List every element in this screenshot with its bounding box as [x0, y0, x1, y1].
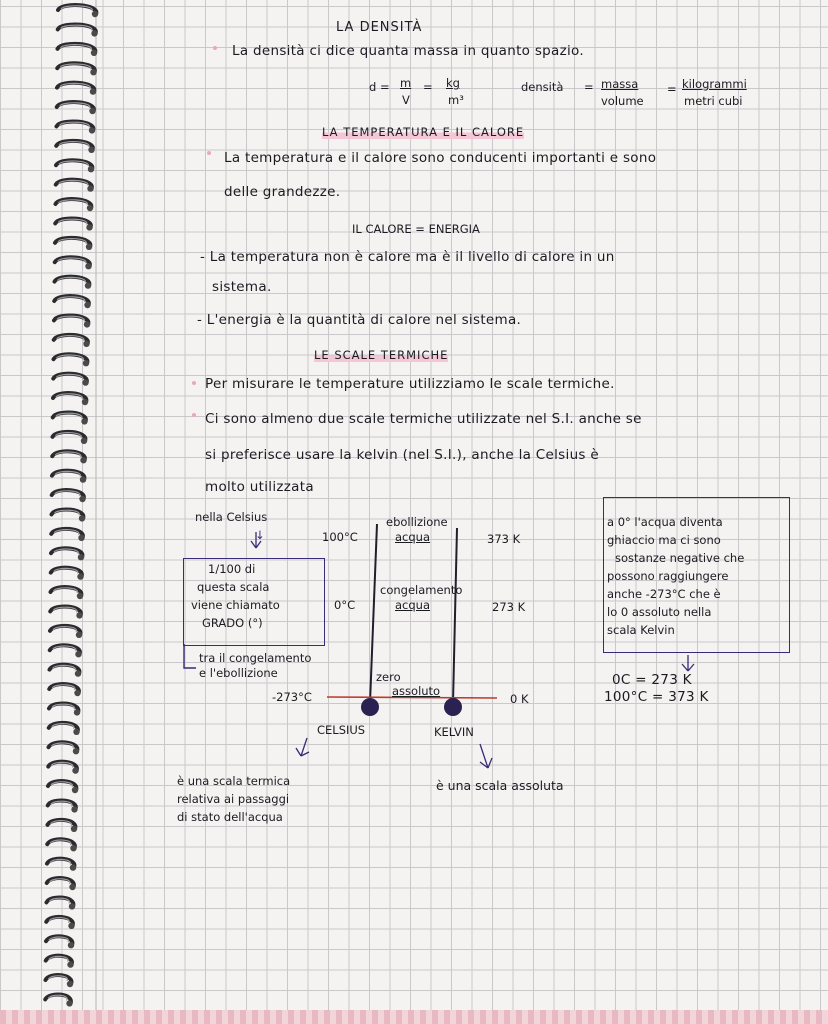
note-line7: scala Kelvin — [607, 623, 675, 637]
scales-line3: si preferisce usare la kelvin (nel S.I.), anche la Celsius è — [205, 447, 599, 463]
celsius-desc-line2: relativa ai passaggi — [177, 792, 290, 806]
curved-arrow-icon — [184, 644, 196, 668]
density-word: densità — [521, 80, 564, 94]
temperature-line1: La temperatura e il calore sono conducenti importanti e sono — [224, 150, 657, 166]
kelvin-0: 0 K — [510, 692, 529, 706]
grado-box-line2: questa scala — [197, 580, 270, 594]
calore-energia: IL CALORE = ENERGIA — [352, 222, 480, 236]
formula-eq: = — [423, 80, 433, 94]
volume-word: volume — [601, 94, 644, 108]
ebollizione-acqua: acqua — [395, 530, 431, 544]
temperature-dash2: - L'energia è la quantità di calore nel sistema. — [197, 312, 522, 328]
note-arrow-icon — [682, 655, 694, 671]
massa-word: massa — [601, 77, 639, 91]
grado-box-line4: GRADO (°) — [202, 616, 263, 630]
arrow-down-icon: ↓ — [255, 528, 265, 542]
celsius-label: CELSIUS — [317, 723, 366, 737]
note-line6: lo 0 assoluto nella — [607, 605, 712, 619]
kelvin-bulb — [444, 698, 462, 716]
assoluto-label: assoluto — [392, 684, 441, 698]
grado-box-line3: viene chiamato — [191, 598, 280, 612]
density-eq1: = — [584, 80, 594, 94]
formula-lhs: d = — [369, 80, 390, 94]
grado-box-line1: 1/100 di — [208, 562, 256, 576]
equivalence-1: 0C = 273 K — [612, 672, 692, 688]
density-eq2: = — [667, 82, 677, 96]
formula-v: V — [402, 93, 410, 107]
scales-line2: Ci sono almeno due scale termiche utilizzate nel S.I. anche se — [205, 411, 642, 427]
celsius-minus-273: -273°C — [272, 690, 312, 704]
celsius-100: 100°C — [322, 530, 358, 544]
kelvin-desc: è una scala assoluta — [436, 778, 564, 793]
density-title: LA DENSITÀ — [336, 20, 423, 35]
temperature-dash1-b: sistema. — [212, 279, 272, 295]
scales-line1: Per misurare le temperature utilizziamo le scale termiche. — [205, 376, 615, 392]
ebollizione-label: ebollizione — [386, 515, 448, 529]
equivalence-2: 100°C = 373 K — [604, 689, 709, 705]
note-line5: anche -273°C che è — [607, 587, 721, 601]
tra-line1: tra il congelamento — [199, 651, 312, 665]
kelvin-273: 273 K — [492, 600, 526, 614]
note-line3: sostanze negative che — [615, 551, 745, 565]
scales-title: LE SCALE TERMICHE — [314, 348, 449, 362]
note-line1: a 0° l'acqua diventa — [607, 515, 723, 529]
tra-line2: e l'ebollizione — [199, 666, 278, 680]
kelvin-label: KELVIN — [434, 725, 474, 739]
note-line2: ghiaccio ma ci sono — [607, 533, 721, 547]
temperature-line2: delle grandezze. — [224, 184, 341, 200]
metri-cubi-word: metri cubi — [684, 94, 743, 108]
temperature-title: LA TEMPERATURA E IL CALORE — [322, 125, 525, 139]
kelvin-arrow-icon — [480, 744, 492, 768]
note-line4: possono raggiungere — [607, 569, 729, 583]
density-definition: La densità ci dice quanta massa in quanto spazio. — [232, 43, 584, 59]
formula-kg: kg — [446, 76, 460, 90]
temperature-dash1-a: - La temperatura non è calore ma è il livello di calore in un — [200, 249, 615, 265]
kelvin-373: 373 K — [487, 532, 521, 546]
formula-m: m — [400, 76, 412, 90]
kelvin-thermometer-line — [453, 528, 457, 703]
scales-line4: molto utilizzata — [205, 479, 314, 495]
celsius-desc-line1: è una scala termica — [177, 774, 291, 788]
celsius-0: 0°C — [334, 598, 356, 612]
celsius-arrow-icon — [296, 738, 309, 756]
congelamento-label: congelamento — [380, 583, 463, 597]
nella-celsius-label: nella Celsius — [195, 510, 268, 524]
zero-label: zero — [376, 670, 401, 684]
formula-m3: m³ — [448, 93, 464, 107]
kilogrammi-word: kilogrammi — [682, 77, 747, 91]
box-arrow-icon — [251, 532, 261, 548]
celsius-desc-line3: di stato dell'acqua — [177, 810, 283, 824]
congelamento-acqua: acqua — [395, 598, 431, 612]
celsius-bulb — [361, 698, 379, 716]
